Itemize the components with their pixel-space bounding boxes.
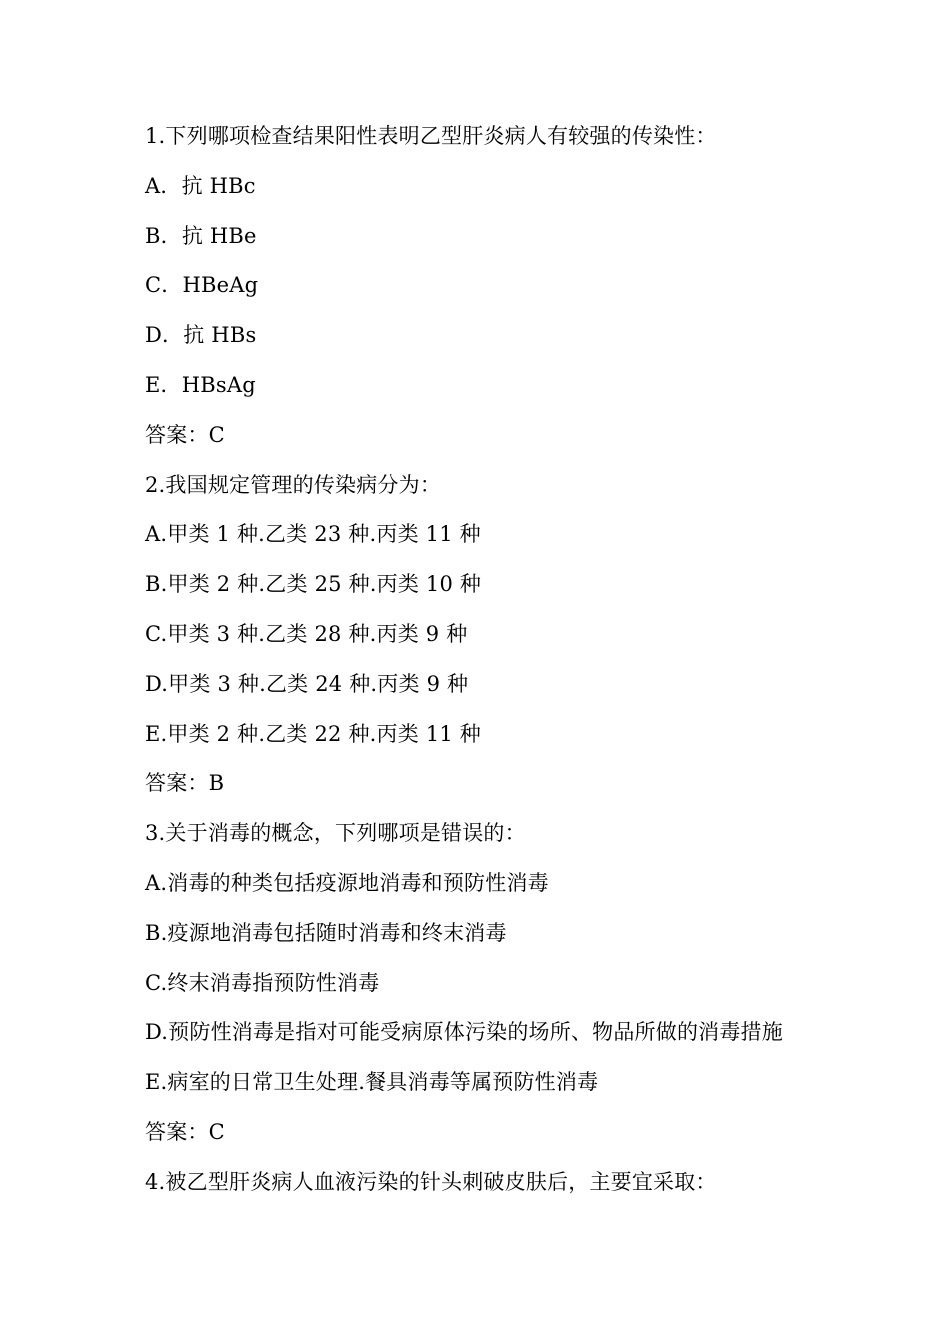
question-1 [145, 118, 925, 467]
option-e: E.甲类 2 种.乙类 22 种.丙类 11 种 [145, 721, 482, 746]
answer-line: 答案：B [145, 771, 225, 796]
question-stem: 4.被乙型肝炎病人血液污染的针头刺破皮肤后，主要宜采取： [145, 1169, 717, 1194]
option-d: D.预防性消毒是指对可能受病原体污染的场所、物品所做的消毒措施 [145, 1020, 783, 1045]
answer-line: 答案：C [145, 422, 225, 447]
option-c: C．HBeAg [145, 273, 259, 298]
question-stem: 3.关于消毒的概念，下列哪项是错误的： [145, 821, 526, 846]
answer-line: 答案：C [145, 1119, 225, 1144]
question-4 [145, 1164, 925, 1214]
question-3 [145, 815, 925, 1164]
option-b: B.疫源地消毒包括随时消毒和终末消毒 [145, 920, 507, 945]
option-e: E．HBsAg [145, 372, 256, 397]
option-a: A.甲类 1 种.乙类 23 种.丙类 11 种 [145, 522, 481, 547]
question-stem: 2.我国规定管理的传染病分为： [145, 472, 442, 497]
option-d: D．抗 HBs [145, 323, 257, 348]
option-a: A.消毒的种类包括疫源地消毒和预防性消毒 [145, 870, 549, 895]
document-body [145, 118, 925, 1214]
option-c: C.终末消毒指预防性消毒 [145, 970, 380, 995]
option-d: D.甲类 3 种.乙类 24 种.丙类 9 种 [145, 671, 469, 696]
option-b: B.甲类 2 种.乙类 25 种.丙类 10 种 [145, 572, 482, 597]
question-stem: 1.下列哪项检查结果阳性表明乙型肝炎病人有较强的传染性： [145, 124, 717, 148]
option-a: A．抗 HBc [145, 173, 256, 198]
option-e: E.病室的日常卫生处理.餐具消毒等属预防性消毒 [145, 1070, 599, 1095]
option-b: B．抗 HBe [145, 223, 257, 248]
question-2 [145, 467, 925, 816]
option-c: C.甲类 3 种.乙类 28 种.丙类 9 种 [145, 621, 468, 646]
